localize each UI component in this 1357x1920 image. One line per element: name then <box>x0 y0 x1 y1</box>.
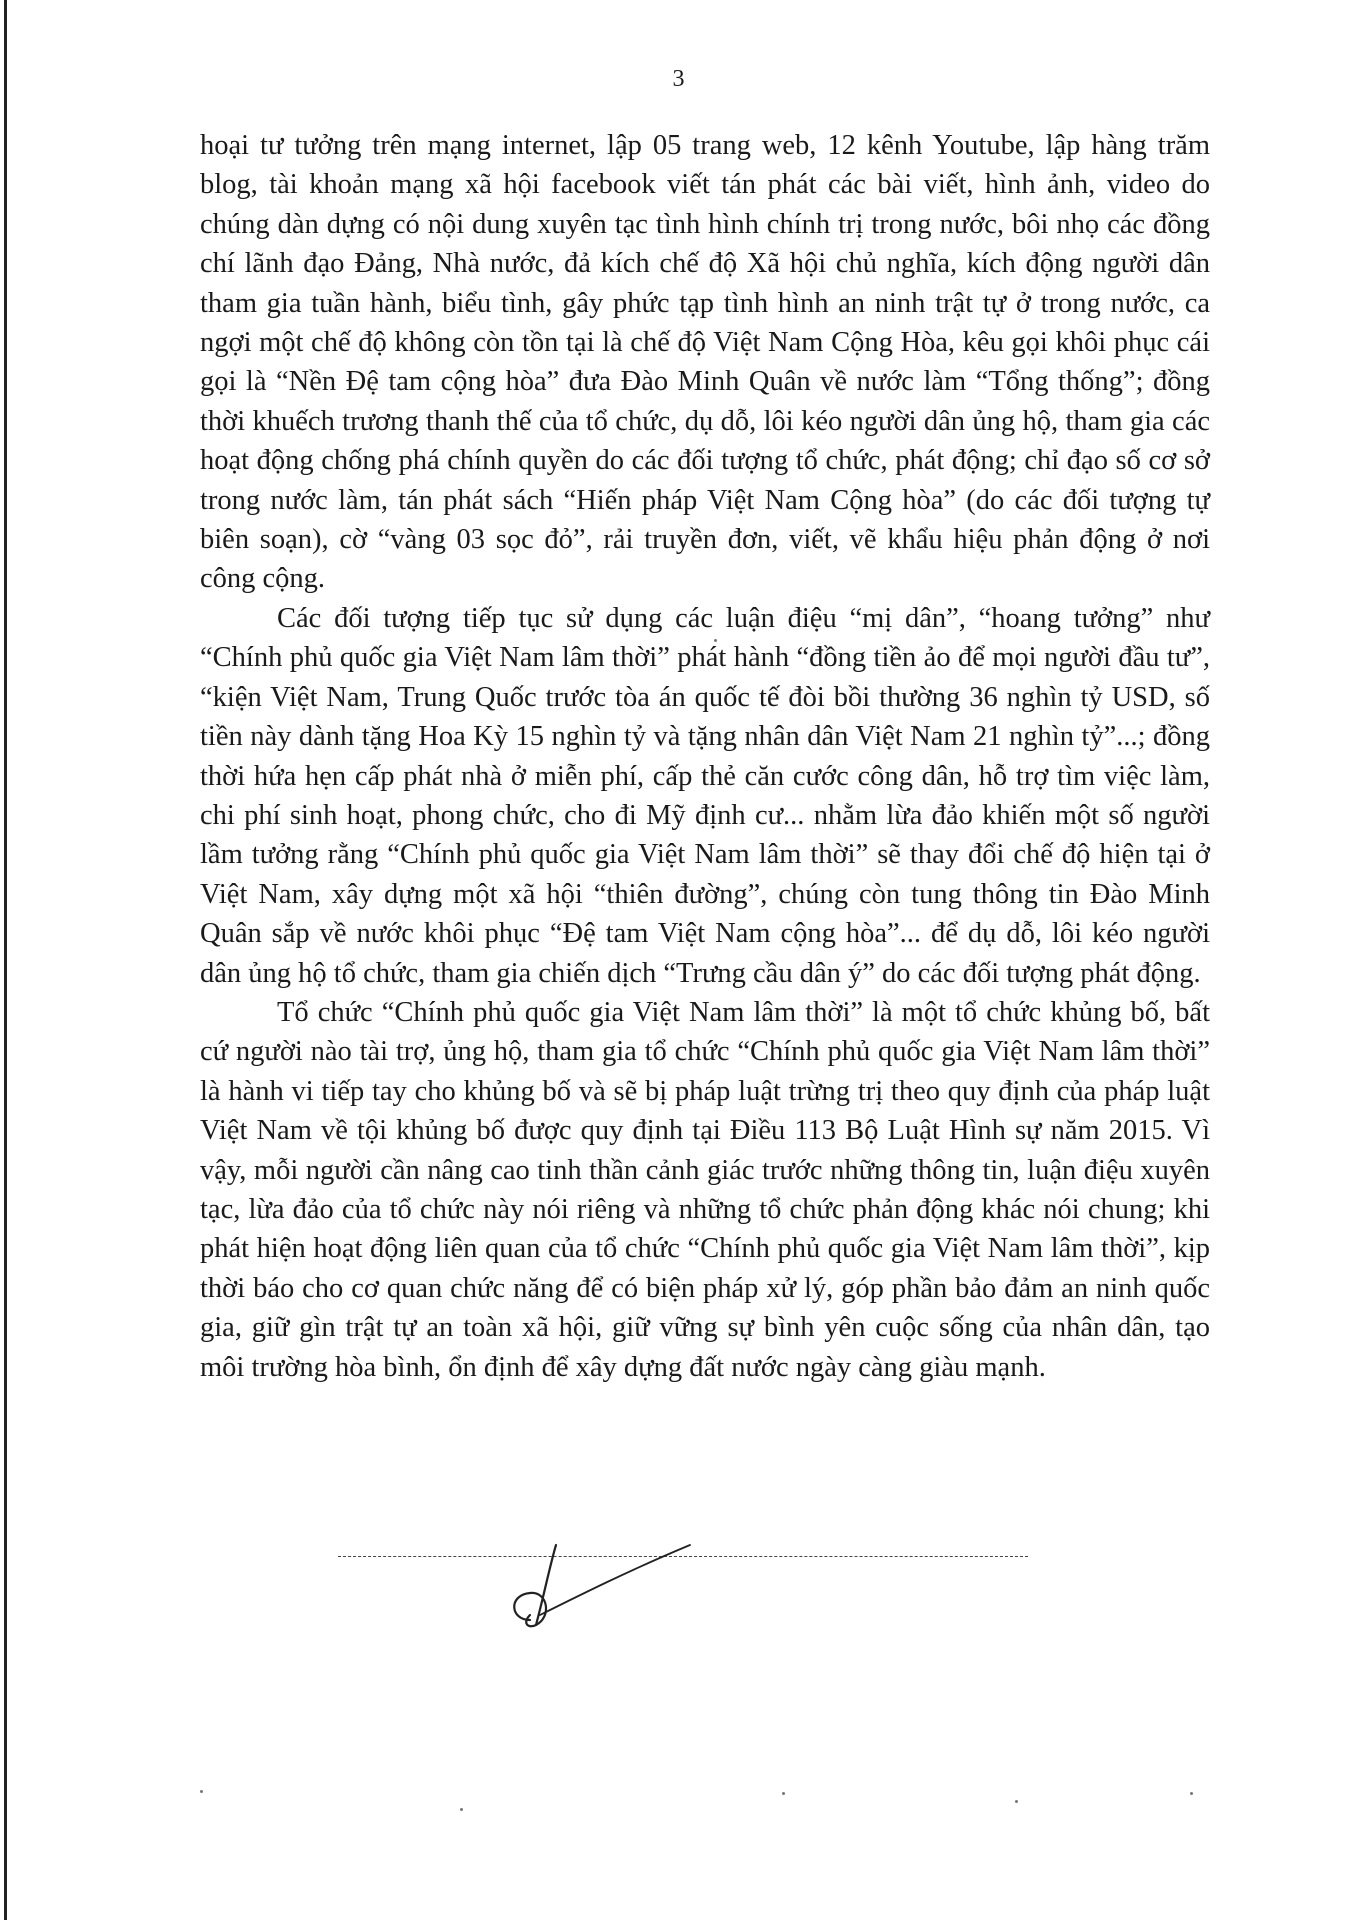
page-left-edge <box>4 0 7 1920</box>
paragraph-continuation: hoại tư tưởng trên mạng internet, lập 05 trang web, 12 kênh Youtube, lập hàng trăm blog, tài khoản mạng xã hội facebook viết tán phát các bài viết, hình ảnh, video do chúng dàn dựng có nội dung xuyên tạc tình hình chính trị trong nước, bôi nhọ các đồng chí lãnh đạo Đảng, Nhà nước, đả kích chế độ Xã hội chủ nghĩa, kích động người dân tham gia tuần hành, biểu tình, gây phức tạp tình hình an ninh trật tự ở trong nước, ca ngợi một chế độ không còn tồn tại là chế độ Việt Nam Cộng Hòa, kêu gọi khôi phục cái gọi là “Nền Đệ tam cộng hòa” đưa Đào Minh Quân về nước làm “Tổng thống”; đồng thời khuếch trương thanh thế của tổ chức, dụ dỗ, lôi kéo người dân ủng hộ, tham gia các hoạt động chống phá chính quyền do các đối tượng tổ chức, phát động; chỉ đạo số cơ sở trong nước làm, tán phát sách “Hiến pháp Việt Nam Cộng hòa” (do các đối tượng tự biên soạn), cờ “vàng 03 sọc đỏ”, rải truyền đơn, viết, vẽ khẩu hiệu phản động ở nơi công cộng. <box>200 130 1210 595</box>
scan-speck <box>1015 1800 1018 1803</box>
paragraph-conclusion-warning: Tổ chức “Chính phủ quốc gia Việt Nam lâm thời” là một tổ chức khủng bố, bất cứ người nào tài trợ, ủng hộ, tham gia tổ chức “Chính phủ quốc gia Việt Nam lâm thời” là hành vi tiếp tay cho khủng bố và sẽ bị pháp luật trừng trị theo quy định của pháp luật Việt Nam về tội khủng bố được quy định tại Điều 113 Bộ Luật Hình sự năm 2015. Vì vậy, mỗi người cần nâng cao tinh thần cảnh giác trước những thông tin, luận điệu xuyên tạc, lừa đảo của tổ chức này nói riêng và những tổ chức phản động khác nói chung; khi phát hiện hoạt động liên quan của tổ chức “Chính phủ quốc gia Việt Nam lâm thời”, kịp thời báo cho cơ quan chức năng để có biện pháp xử lý, góp phần bảo đảm an ninh quốc gia, giữ gìn trật tự an toàn xã hội, giữ vững sự bình yên cuộc sống của nhân dân, tạo môi trường hòa bình, ổn định để xây dựng đất nước ngày càng giàu mạnh. <box>200 996 1210 1383</box>
page-number: 3 <box>672 66 685 92</box>
scan-speck <box>460 1808 463 1811</box>
paragraph-propaganda-tactics: Các đối tượng tiếp tục sử dụng các luận điệu “mị dân”, “hoang tưởng” như “Chính phủ quốc gia Việt Nam lâm thời” phát hành “đồng tiền ảo để mọi người đầu tư”, “kiện Việt Nam, Trung Quốc trước tòa án quốc tế đòi bồi thường 36 nghìn tỷ USD, số tiền này dành tặng Hoa Kỳ 15 nghìn tỷ và tặng nhân dân Việt Nam 21 nghìn tỷ”...; đồng thời hứa hẹn cấp phát nhà ở miễn phí, cấp thẻ căn cước công dân, hỗ trợ tìm việc làm, chi phí sinh hoạt, phong chức, cho đi Mỹ định cư... nhằm lừa đảo khiến một số người lầm tưởng rằng “Chính phủ quốc gia Việt Nam lâm thời” sẽ thay đổi chế độ hiện tại ở Việt Nam, xây dựng một xã hội “thiên đường”, chúng còn tung thông tin Đào Minh Quân sắp về nước khôi phục “Đệ tam Việt Nam cộng hòa”... để dụ dỗ, lôi kéo người dân ủng hộ tổ chức, tham gia chiến dịch “Trưng cầu dân ý” do các đối tượng phát động. <box>200 602 1210 989</box>
scan-speck <box>782 1792 785 1795</box>
signature-mark <box>500 1525 700 1645</box>
scan-speck <box>714 639 717 642</box>
document-body <box>200 126 1210 1387</box>
scan-speck <box>200 1790 203 1793</box>
scan-speck <box>1190 1792 1193 1795</box>
